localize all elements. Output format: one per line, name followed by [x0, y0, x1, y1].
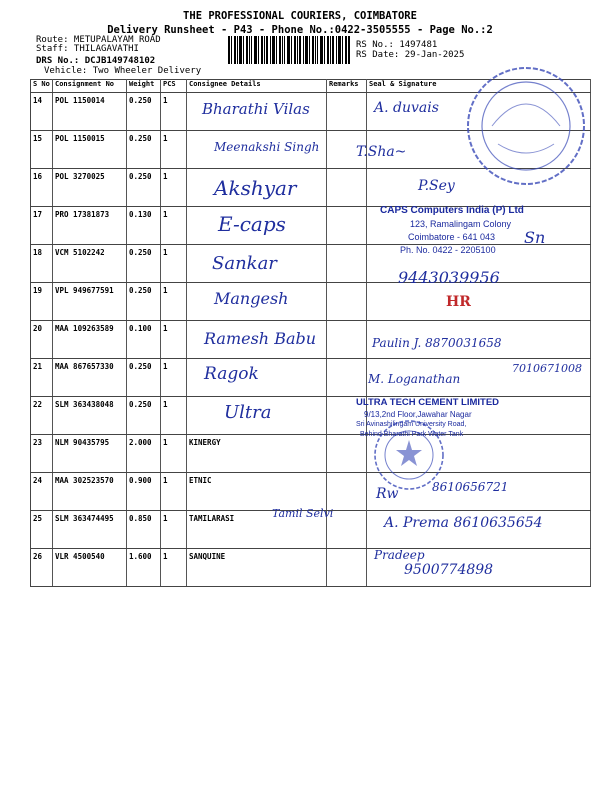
- table-row: [31, 359, 591, 397]
- ultra-stamp-landmark: Behind Bharathi Park Water Tank: [360, 431, 464, 438]
- handwritten-name: Sankar: [212, 253, 277, 274]
- cell-sno: 21: [31, 359, 53, 397]
- signature: T.Sha~: [356, 144, 407, 160]
- handwritten-name: Akshyar: [214, 176, 297, 200]
- col-consignee: Consignee Details: [187, 80, 327, 93]
- cell-pcs: 1: [161, 245, 187, 283]
- table-row: [31, 397, 591, 435]
- cell-sno: 24: [31, 473, 53, 511]
- cell-pcs: 1: [161, 435, 187, 473]
- cell-consignment: SLM 363474495: [53, 511, 127, 549]
- cell-consignment: SLM 363438048: [53, 397, 127, 435]
- cell-remarks: [327, 549, 367, 587]
- drs-label: DRS No.: DCJB149748102: [36, 56, 156, 66]
- cell-sno: 17: [31, 207, 53, 245]
- handwritten-name: Ragok: [204, 364, 259, 384]
- vehicle-label: Vehicle: Two Wheeler Delivery: [44, 66, 202, 76]
- col-remarks: Remarks: [327, 80, 367, 93]
- cell-consignment: POL 3270025: [53, 169, 127, 207]
- barcode: [228, 36, 350, 64]
- signature: P.Sey: [418, 178, 455, 194]
- cell-consignment: POL 1150015: [53, 131, 127, 169]
- cell-remarks: [327, 169, 367, 207]
- ultra-stamp-address: 9/13,2nd Floor,Jawahar Nagar: [364, 410, 472, 419]
- cell-pcs: 1: [161, 283, 187, 321]
- cell-sno: 23: [31, 435, 53, 473]
- cell-weight: 0.250: [127, 131, 161, 169]
- table-row: [31, 549, 591, 587]
- col-seal: Seal & Signature: [367, 80, 591, 93]
- rs-date: RS Date: 29-Jan-2025: [356, 50, 465, 60]
- signature-red: HR: [446, 294, 471, 310]
- handwritten-name: Mangesh: [214, 289, 289, 308]
- handwritten-name: Tamil Selvi: [272, 507, 334, 520]
- phone-handwritten: 9443039956: [398, 268, 500, 287]
- ultra-stamp-road: Sri Avinashilingam University Road,: [356, 421, 467, 428]
- cell-pcs: 1: [161, 93, 187, 131]
- phone-handwritten: 8610656721: [432, 480, 509, 494]
- rs-number: RS No.: 1497481: [356, 40, 438, 50]
- caps-stamp-city: Coimbatore - 641 043: [408, 232, 496, 242]
- handwritten-name: E-caps: [218, 212, 286, 236]
- signature: Rw: [376, 486, 399, 502]
- cell-sno: 25: [31, 511, 53, 549]
- cell-weight: 0.250: [127, 93, 161, 131]
- cell-pcs: 1: [161, 169, 187, 207]
- cell-consignment: POL 1150014: [53, 93, 127, 131]
- cell-consignee: KINERGY: [187, 435, 327, 473]
- staff-label: Staff: THILAGAVATHI: [36, 44, 139, 54]
- cell-consignment: PRO 17381873: [53, 207, 127, 245]
- cell-weight: 0.850: [127, 511, 161, 549]
- company-title: THE PROFESSIONAL COURIERS, COIMBATORE: [183, 10, 417, 22]
- cell-weight: 0.250: [127, 359, 161, 397]
- cell-pcs: 1: [161, 397, 187, 435]
- cell-sno: 14: [31, 93, 53, 131]
- cell-consignment: MAA 867657330: [53, 359, 127, 397]
- col-sno: S No: [31, 80, 53, 93]
- cell-sno: 15: [31, 131, 53, 169]
- cell-pcs: 1: [161, 473, 187, 511]
- cell-pcs: 1: [161, 359, 187, 397]
- cell-sno: 20: [31, 321, 53, 359]
- cell-weight: 0.250: [127, 169, 161, 207]
- cell-pcs: 1: [161, 131, 187, 169]
- cell-consignment: NLM 90435795: [53, 435, 127, 473]
- cell-weight: 0.900: [127, 473, 161, 511]
- handwritten-name: Ultra: [224, 402, 272, 423]
- cell-consignment: VPL 949677591: [53, 283, 127, 321]
- handwritten-name: Bharathi Vilas: [202, 100, 310, 118]
- runsheet-subtitle: Delivery Runsheet - P43 - Phone No.:0422-3505555 - Page No.:2: [107, 24, 493, 36]
- cell-sno: 16: [31, 169, 53, 207]
- caps-stamp-name: CAPS Computers India (P) Ltd: [380, 205, 524, 216]
- cell-remarks: [327, 93, 367, 131]
- signature: Pradeep: [374, 548, 425, 562]
- cell-remarks: [327, 435, 367, 473]
- cell-remarks: [327, 245, 367, 283]
- signature: Sn: [524, 228, 546, 247]
- cell-consignment: MAA 109263589: [53, 321, 127, 359]
- cell-pcs: 1: [161, 511, 187, 549]
- cell-remarks: [327, 321, 367, 359]
- cell-consignment: MAA 302523570: [53, 473, 127, 511]
- cell-weight: 1.600: [127, 549, 161, 587]
- cell-weight: 0.250: [127, 397, 161, 435]
- caps-stamp-address: 123, Ramalingam Colony: [410, 219, 512, 229]
- table-row: [31, 283, 591, 321]
- caps-stamp-phone: Ph. No. 0422 - 2205100: [400, 245, 496, 255]
- cell-consignee: TAMILARASI: [187, 511, 327, 549]
- cell-consignment: VLR 4500540: [53, 549, 127, 587]
- cell-pcs: 1: [161, 549, 187, 587]
- table-row: [31, 245, 591, 283]
- cell-consignee: SANQUINE: [187, 549, 327, 587]
- cell-weight: 2.000: [127, 435, 161, 473]
- table-row: [31, 435, 591, 473]
- cell-consignee: ETNIC: [187, 473, 327, 511]
- cell-consignment: VCM 5102242: [53, 245, 127, 283]
- cell-remarks: [327, 283, 367, 321]
- cell-remarks: [327, 359, 367, 397]
- cell-pcs: 1: [161, 321, 187, 359]
- handwritten-name: Ramesh Babu: [204, 329, 317, 348]
- phone-handwritten: 9500774898: [404, 562, 494, 578]
- route-label: Route: METUPALAYAM ROAD: [36, 35, 161, 45]
- cell-remarks: [327, 207, 367, 245]
- company-seal-stamp: [462, 62, 590, 190]
- cell-seal: [367, 283, 591, 321]
- cell-pcs: 1: [161, 207, 187, 245]
- cell-weight: 0.250: [127, 245, 161, 283]
- cell-remarks: [327, 473, 367, 511]
- ultra-stamp-name: ULTRA TECH CEMENT LIMITED: [356, 397, 500, 408]
- col-pcs: PCS: [161, 80, 187, 93]
- signature: M. Loganathan: [368, 372, 461, 386]
- signature: A. Prema 8610635654: [384, 515, 543, 531]
- cell-sno: 18: [31, 245, 53, 283]
- cell-sno: 19: [31, 283, 53, 321]
- signature: A. duvais: [374, 100, 439, 116]
- col-consignment: Consignment No: [53, 80, 127, 93]
- cell-weight: 0.100: [127, 321, 161, 359]
- handwritten-name: Meenakshi Singh: [214, 140, 320, 154]
- col-weight: Weight: [127, 80, 161, 93]
- signature: Paulin J. 8870031658: [372, 336, 502, 350]
- cell-sno: 26: [31, 549, 53, 587]
- phone-handwritten: 7010671008: [512, 362, 582, 375]
- cell-weight: 0.250: [127, 283, 161, 321]
- cell-weight: 0.130: [127, 207, 161, 245]
- cell-sno: 22: [31, 397, 53, 435]
